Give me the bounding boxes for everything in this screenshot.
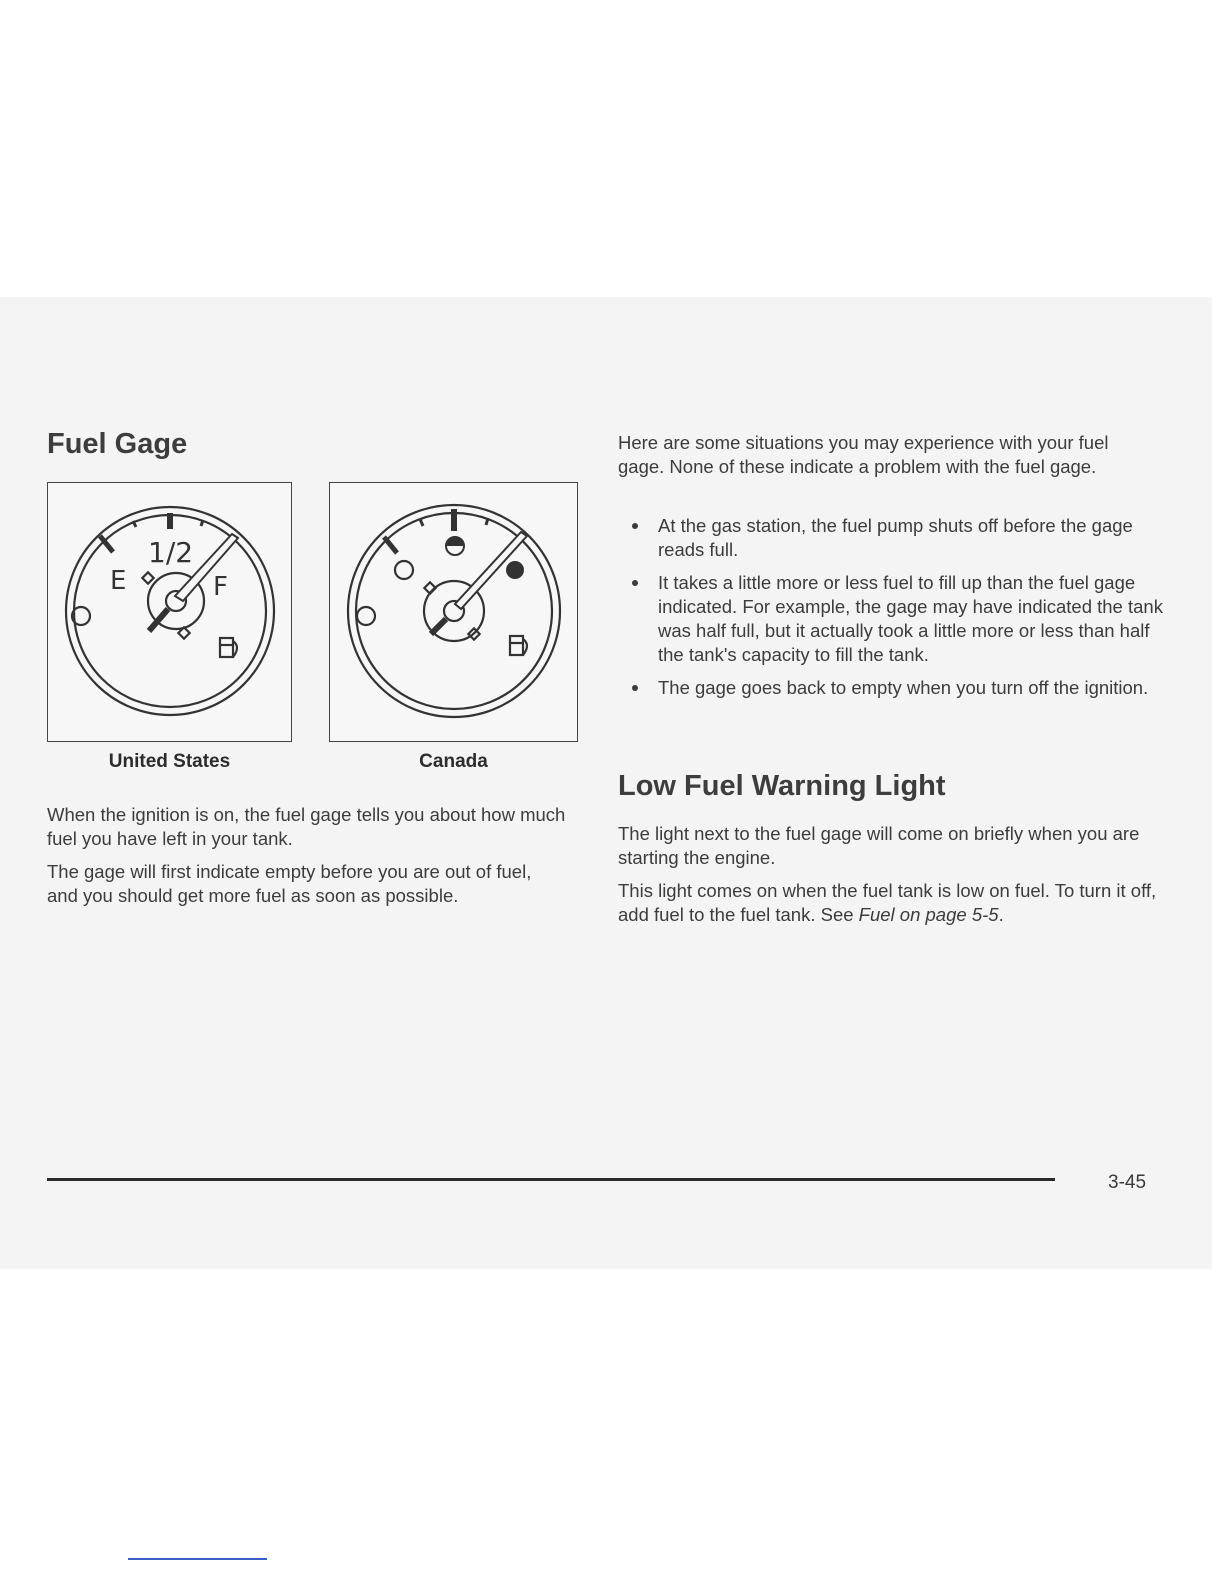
paragraph-end-period: .: [998, 904, 1004, 925]
ca-tick-empty: [384, 537, 397, 553]
ca-tick-quarter: [420, 519, 423, 526]
canada-gauge-svg: [330, 483, 579, 743]
ca-low-fuel-lamp: [357, 607, 375, 625]
scan-artifact-line: [128, 1558, 267, 1560]
us-full-label: F: [213, 572, 228, 602]
situations-list: [618, 514, 1163, 709]
low-fuel-paragraph-2: [618, 879, 1163, 927]
bullet-dot: [632, 580, 638, 586]
us-fuel-gauge-illustration: [47, 482, 292, 742]
low-fuel-warning-heading: Low Fuel Warning Light: [618, 770, 946, 802]
us-tick-three-quarter: [201, 520, 203, 526]
us-gauge-svg: [48, 483, 293, 743]
fuel-page-cross-reference: Fuel on page 5-5: [858, 904, 999, 925]
footer-rule: [47, 1178, 1055, 1181]
us-fuel-pump-icon: [220, 638, 233, 657]
ca-full-marker: [506, 561, 524, 579]
fuel-gage-paragraph-1: When the ignition is on, the fuel gage tells you about how much fuel you have left in your tank.: [47, 804, 566, 849]
ca-fuel-pump-icon: [510, 636, 523, 655]
list-item: [618, 676, 1163, 700]
us-figure-caption: United States: [108, 751, 231, 772]
ca-empty-marker: [395, 561, 413, 579]
bullet-dot: [632, 685, 638, 691]
list-item-text: At the gas station, the fuel pump shuts off before the gage reads full.: [658, 515, 1133, 560]
fuel-gage-heading: Fuel Gage: [47, 428, 188, 460]
list-item-text: It takes a little more or less fuel to fill up than the fuel gage indicated. For example, the gage may have indicated the tank was half full, but it actually took a little more or less than half the tank's capacity to fill the tank.: [658, 572, 1163, 665]
canada-figure-caption: Canada: [419, 751, 488, 772]
fuel-gage-paragraph-2: The gage will first indicate empty before you are out of fuel, and you should get more fuel as soon as possible.: [47, 861, 532, 906]
us-hub-marker: [142, 572, 153, 583]
list-item: [618, 514, 1163, 562]
list-item: [618, 571, 1163, 667]
bullet-dot: [632, 523, 638, 529]
list-item-text: The gage goes back to empty when you turn off the ignition.: [658, 677, 1149, 698]
situations-intro: Here are some situations you may experience with your fuel gage. None of these indicate a problem with the fuel gage.: [618, 432, 1109, 477]
us-half-label: 1/2: [148, 536, 194, 569]
page-number: 3-45: [1108, 1172, 1147, 1193]
us-empty-label: E: [110, 566, 127, 596]
low-fuel-paragraph-2-text: This light comes on when the fuel tank is low on fuel. To turn it off, add fuel to the fuel tank. See: [618, 880, 1157, 925]
ca-tick-three-quarter: [486, 518, 488, 525]
ca-needle-tail: [431, 619, 446, 634]
canada-fuel-gauge-illustration: [329, 482, 578, 742]
low-fuel-paragraph-1: The light next to the fuel gage will come on briefly when you are starting the engine.: [618, 823, 1140, 868]
